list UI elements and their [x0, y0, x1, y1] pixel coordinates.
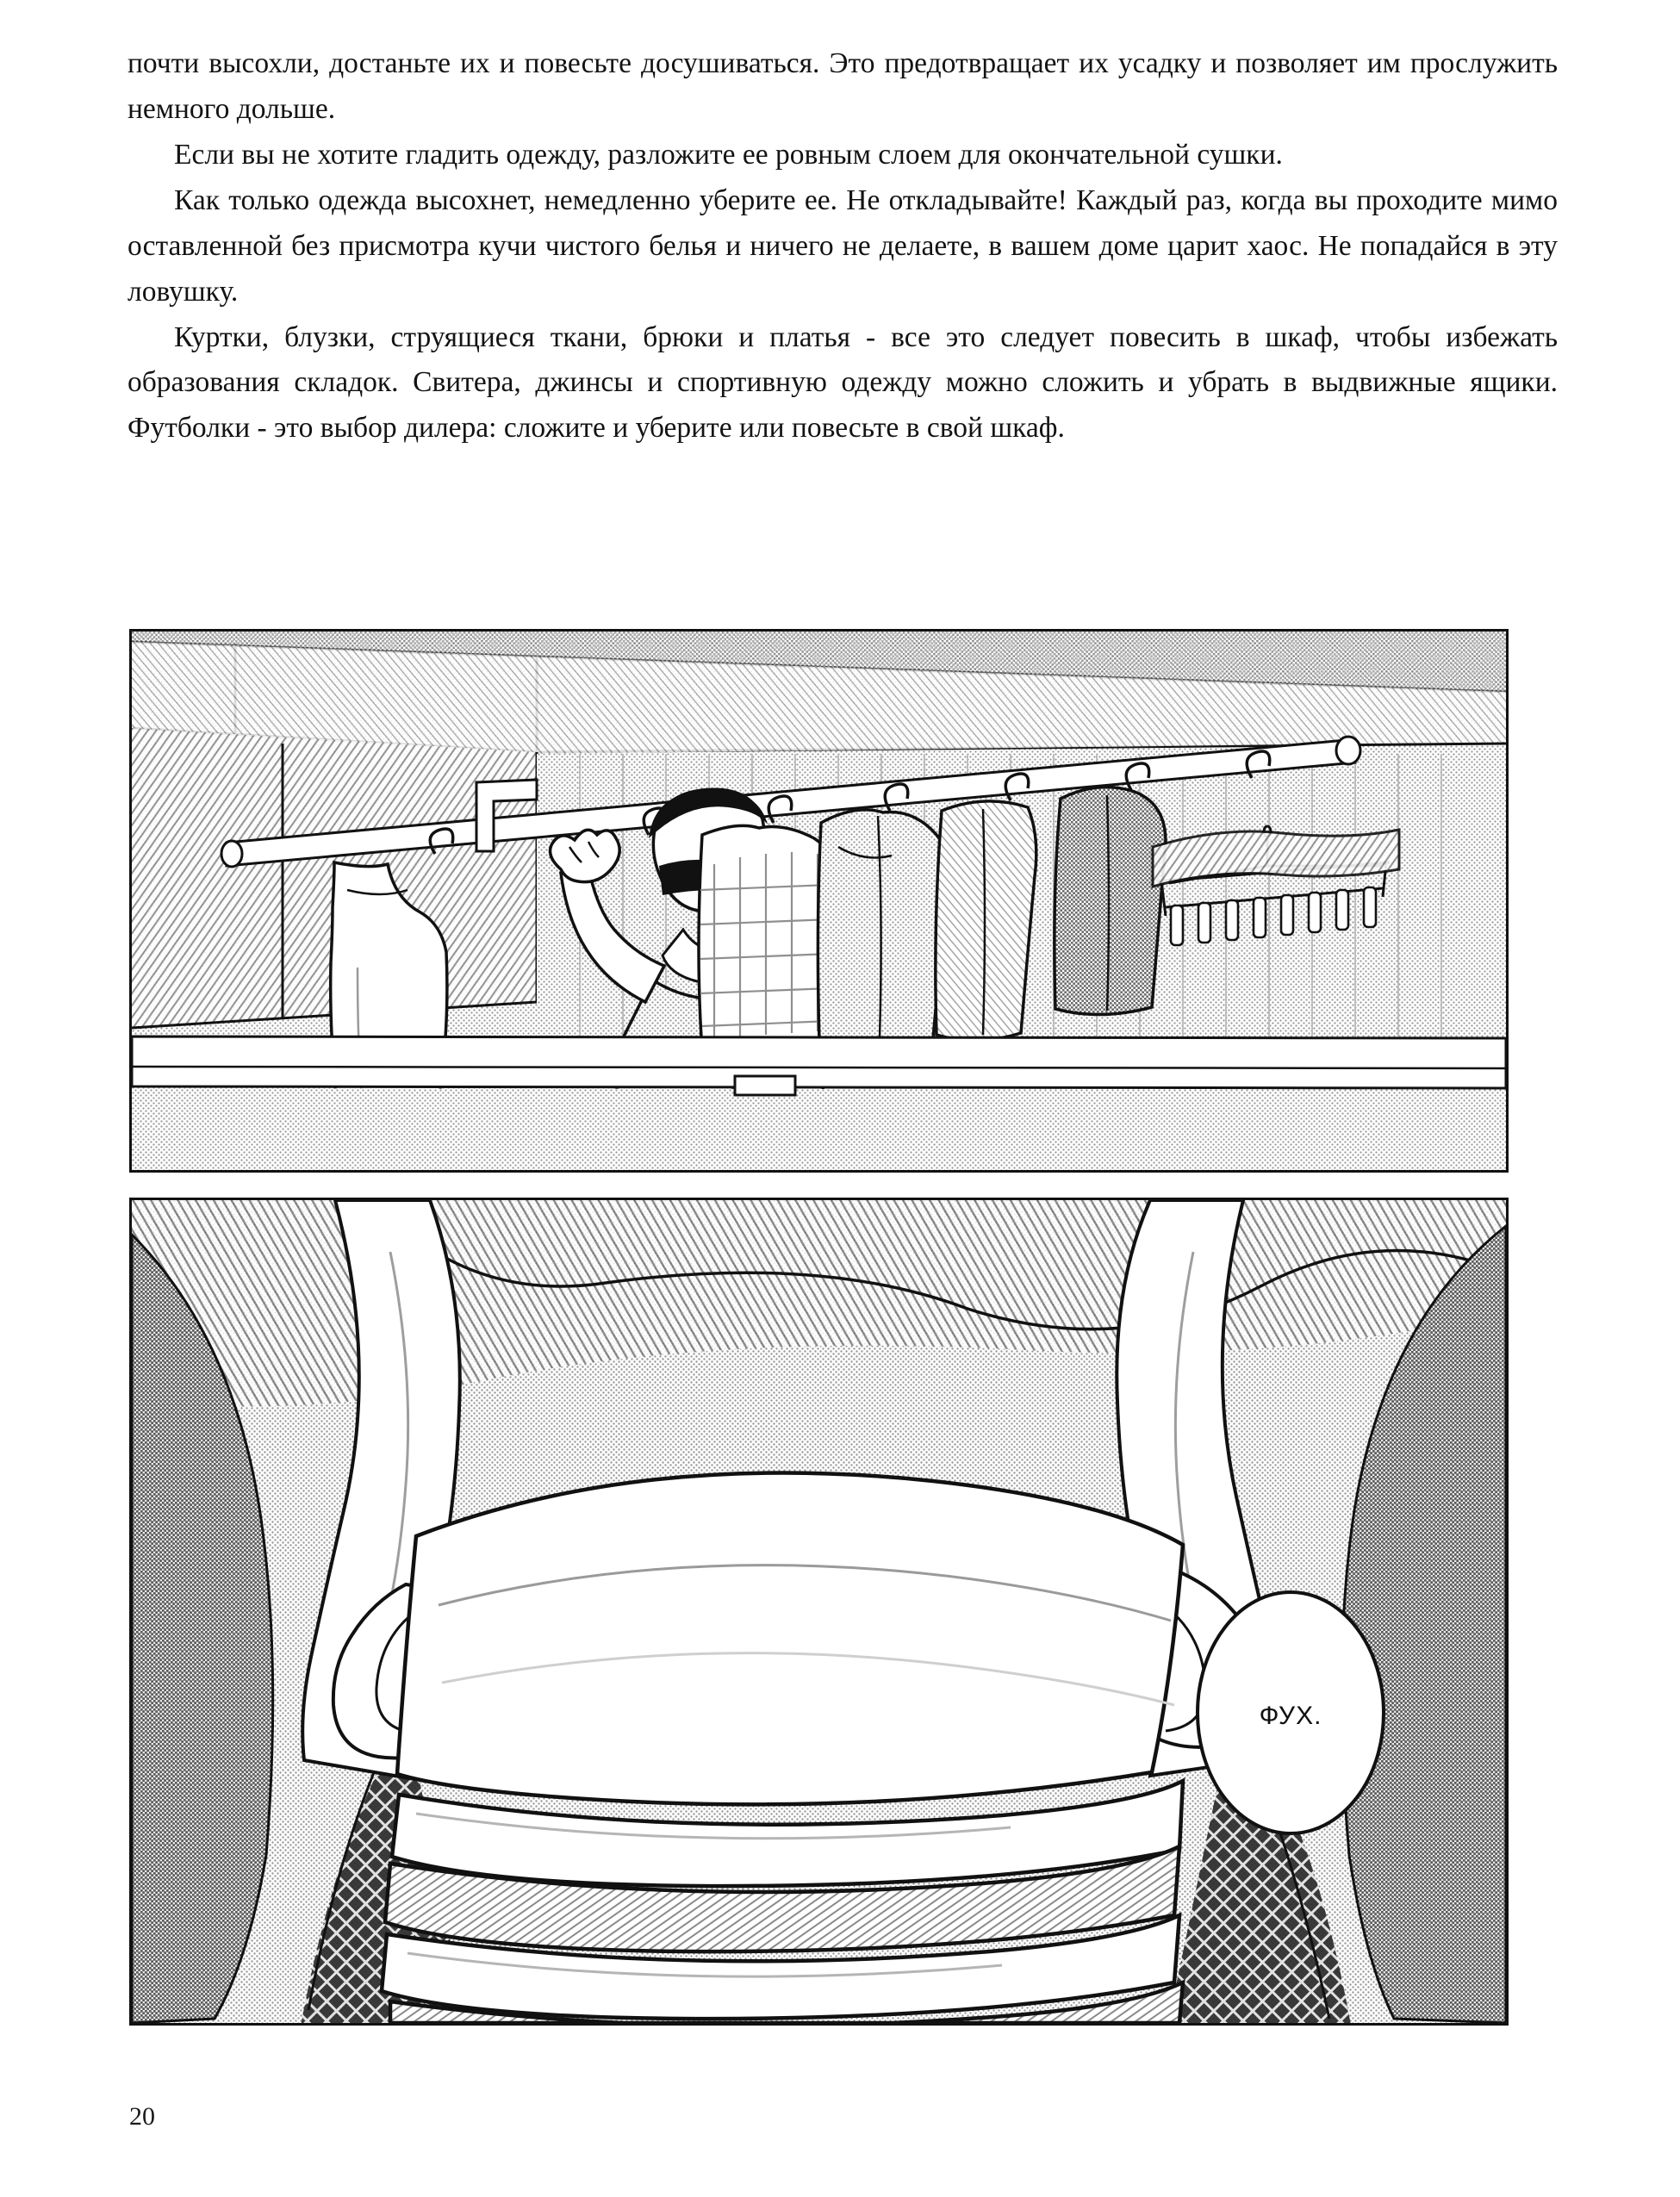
- comic-panel-top: [129, 629, 1509, 1173]
- speech-text: ФУХ.: [1259, 1702, 1322, 1730]
- paragraph-3: Как только одежда высохнет, немедленно уберите ее. Не откладывайте! Каждый раз, когда вы проходите мимо оставленной без присмотра кучи чистого белья и ничего не делаете, в вашем доме царит хаос. Не попадайся в эту ловушку.: [128, 184, 1558, 308]
- body-text: [128, 41, 1558, 451]
- paragraph-2: Если вы не хотите гладить одежду, разложите ее ровным слоем для окончательной сушки.: [174, 138, 1283, 171]
- panel-top-artwork: [132, 632, 1506, 1170]
- paragraph-4: Куртки, блузки, струящиеся ткани, брюки и платья - все это следует повесить в шкаф, чтобы избежать образования складок. Свитера, джинсы и спортивную одежду можно сложить и убрать в выдвижные ящики. Футболки - это выбор дилера: сложите и уберите или повесьте в свой шкаф.: [128, 321, 1558, 445]
- panel-bottom-artwork: [132, 1200, 1506, 2023]
- comic-panel-bottom: [129, 1198, 1509, 2026]
- paragraph-1: почти высохли, достаньте их и повесьте досушиваться. Это предотвращает их усадку и позволяет им прослужить немного дольше.: [128, 47, 1558, 125]
- page-number: 20: [129, 2102, 155, 2131]
- speech-balloon: [1198, 1592, 1384, 1833]
